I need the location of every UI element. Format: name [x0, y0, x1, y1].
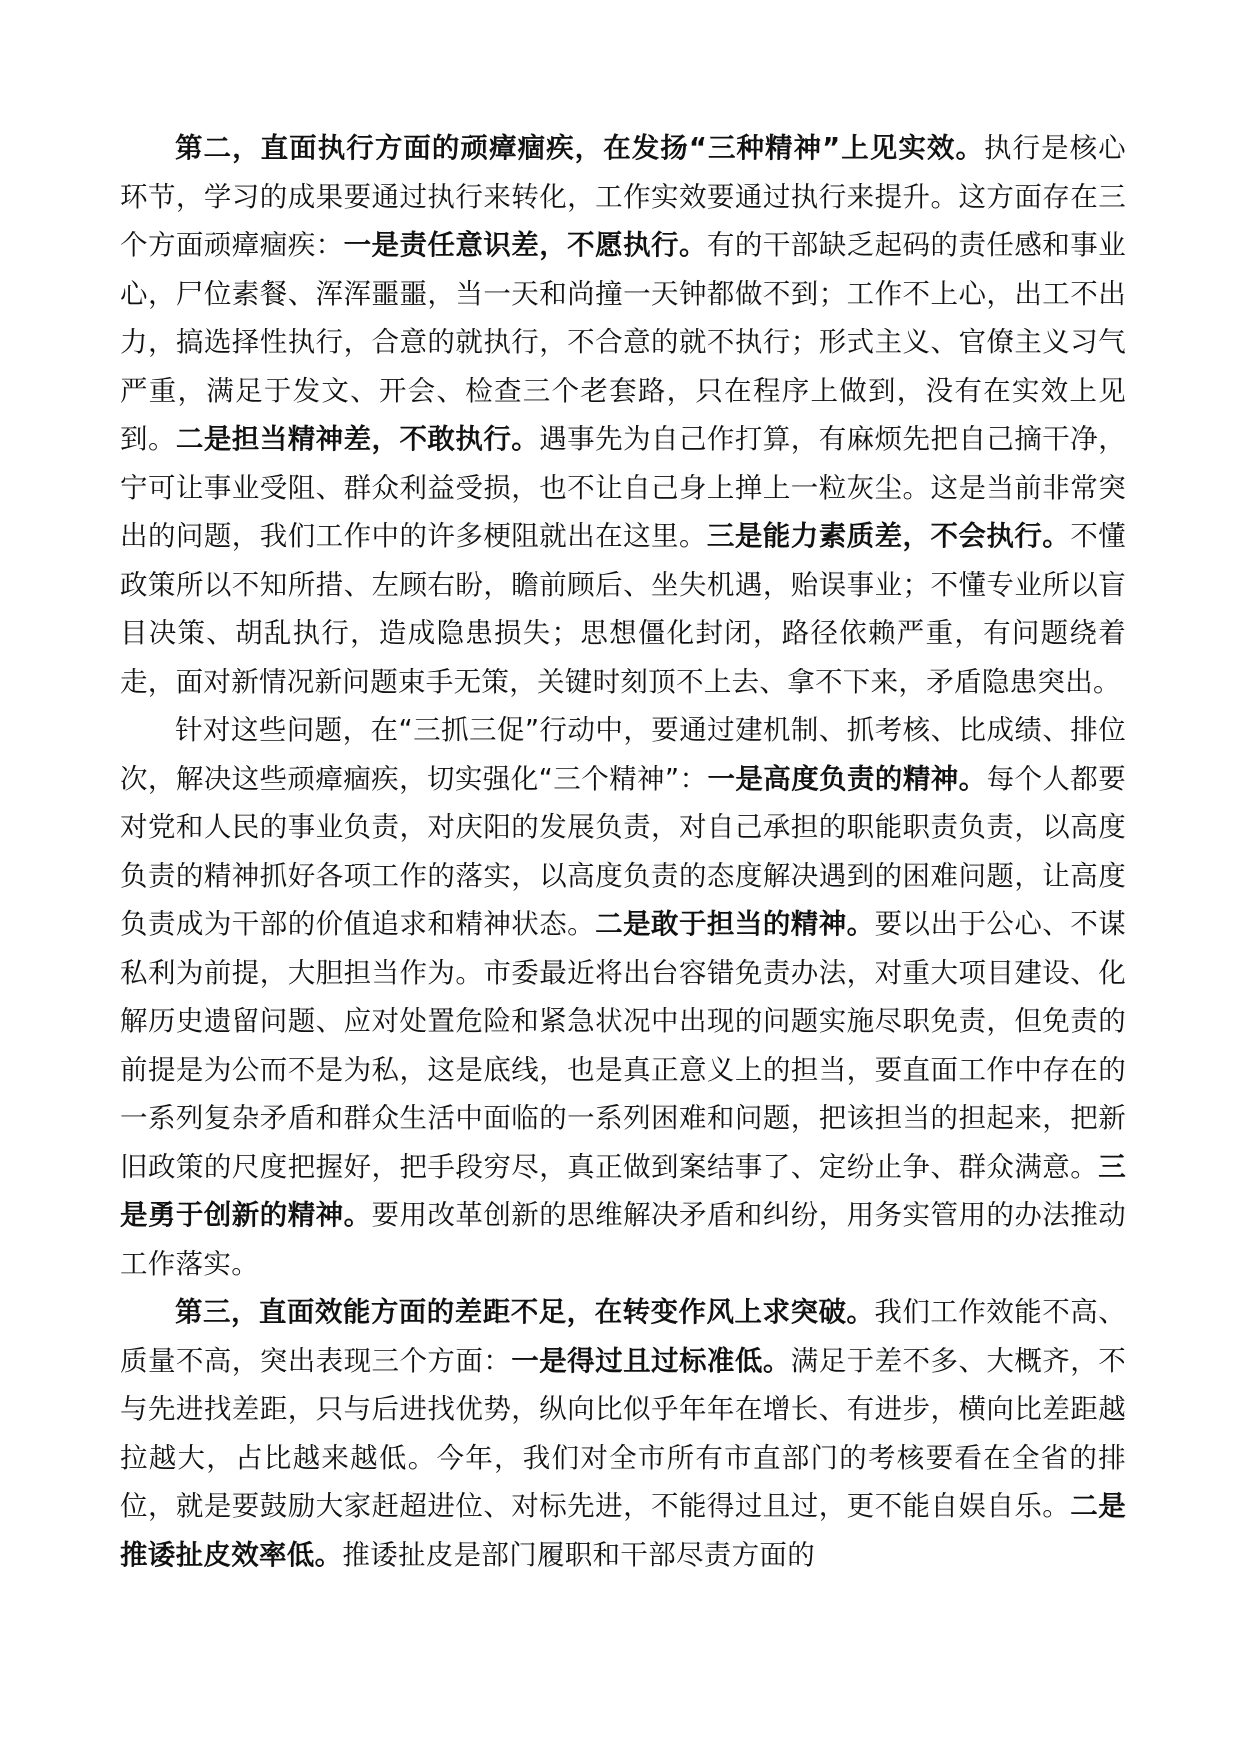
point-heading: 二是敢于担当的精神。: [595, 908, 875, 940]
paragraph-3: [120, 1288, 1126, 1579]
point-heading: 一是高度负责的精神。: [707, 762, 987, 795]
point-heading: 二是担当精神差，不敢执行。: [175, 423, 540, 455]
paragraph-2: [120, 706, 1126, 1288]
section-heading-second: 第二，直面执行方面的顽瘴痼疾，在发扬“三种精神”上见实效。: [175, 132, 984, 164]
body-text: 我们工作效能不高、质量不高，突出表现三个方面：: [120, 1296, 1126, 1377]
body-text: 不懂政策所以不知所措、左顾右盼，瞻前顾后、坐失机遇，贻误事业；不懂专业所以盲目决策、胡乱执行，造成隐患损失；思想僵化封闭，路径依赖严重，有问题绕着走，面对新情况新问题束手无策，关键时刻顶不上去、拿不下来，矛盾隐患突出。: [120, 520, 1126, 698]
body-text: 要以出于公心、不谋私利为前提，大胆担当作为。市委最近将出台容错免责办法，对重大项目建设、化解历史遗留问题、应对处置危险和紧急状况中出现的问题实施尽职免责，但免责的前提是为公而不是为私，这是底线，也是真正意义上的担当，要直面工作中存在的一系列复杂矛盾和群众生活中面临的一系列困难和问题，把该担当的担起来，把新旧政策的尺度把握好，把手段穷尽，真正做到案结事了、定纷止争、群众满意。: [120, 908, 1126, 1183]
point-heading: 三是勇于创新的精神。: [120, 1150, 1126, 1231]
point-heading: 三是能力素质差，不会执行。: [706, 520, 1071, 552]
point-heading: 一是责任意识差，不愿执行。: [343, 229, 707, 261]
point-heading: 一是得过且过标准低。: [511, 1344, 791, 1377]
body-text: 要用改革创新的思维解决矛盾和纠纷，用务实管用的办法推动工作落实。: [120, 1199, 1126, 1280]
body-text: 针对这些问题，在“三抓三促”行动中，要通过建机制、抓考核、比成绩、排位次，解决这些顽瘴痼疾，切实强化“三个精神”：: [120, 714, 1126, 795]
body-text: 每个人都要对党和人民的事业负责，对庆阳的发展负责，对自己承担的职能职责负责，以高度负责的精神抓好各项工作的落实，以高度负责的态度解决遇到的困难问题，让高度负责成为干部的价值追求和精神状态。: [120, 762, 1127, 940]
body-text: 满足于差不多、大概齐，不与先进找差距，只与后进找优势，纵向比似乎年年在增长、有进步，横向比差距越拉越大，占比越来越低。今年，我们对全市所有市直部门的考核要看在全省的排位，就是要鼓励大家赶超进位、对标先进，不能得过且过，更不能自娱自乐。: [120, 1344, 1126, 1522]
point-heading: 二是推诿扯皮效率低。: [120, 1490, 1126, 1571]
body-text: 推诿扯皮是部门履职和干部尽责方面的: [342, 1538, 816, 1571]
body-text: 有的干部缺乏起码的责任感和事业心，尸位素餐、浑浑噩噩，当一天和尚撞一天钟都做不到；工作不上心，出工不出力，搞选择性执行，合意的就执行，不合意的就不执行；形式主义、官僚主义习气严重，满足于发文、开会、检查三个老套路，只在程序上做到，没有在实效上见到。: [120, 229, 1126, 455]
section-heading-third: 第三，直面效能方面的差距不足，在转变作风上求突破。: [175, 1296, 875, 1328]
body-text: 遇事先为自己作打算，有麻烦先把自己摘干净，宁可让事业受阻、群众利益受损，也不让自己身上掸上一粒灰尘。这是当前非常突出的问题，我们工作中的许多梗阻就出在这里。: [120, 423, 1126, 552]
body-text: 执行是核心环节，学习的成果要通过执行来转化，工作实效要通过执行来提升。这方面存在三个方面顽瘴痼疾：: [120, 132, 1126, 261]
document-page: [120, 124, 1126, 1579]
paragraph-1: [120, 124, 1126, 706]
